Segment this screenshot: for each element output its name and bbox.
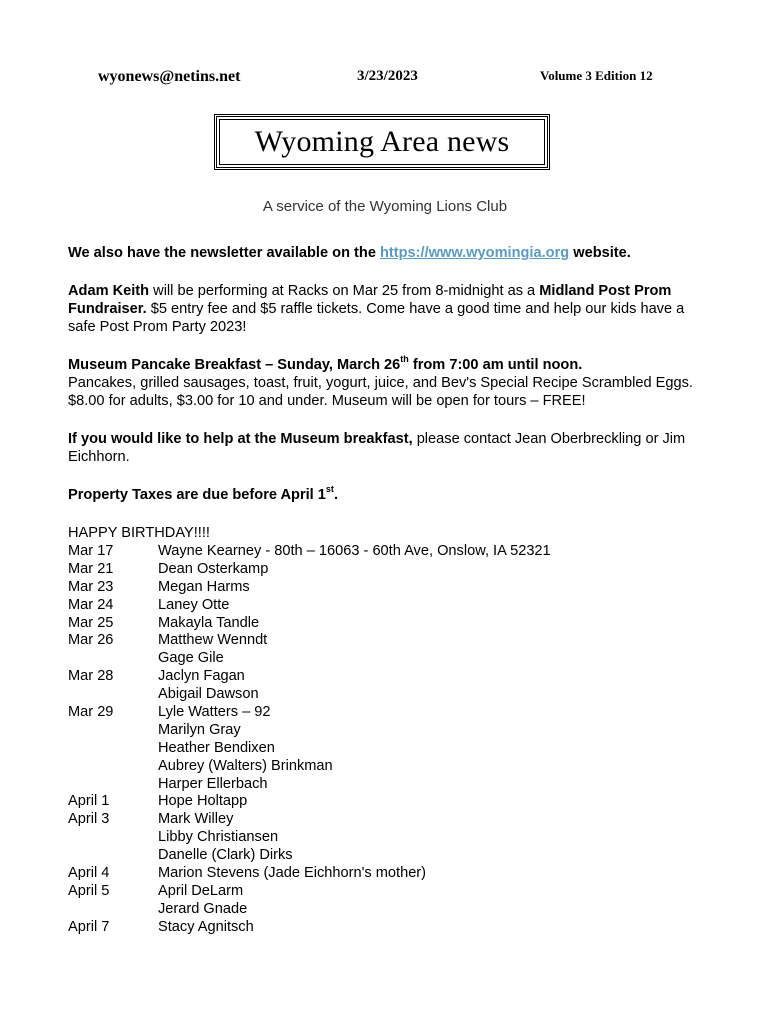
- birthday-row: [68, 703, 708, 721]
- birthday-date: [68, 739, 158, 757]
- birthday-row: [68, 828, 708, 846]
- masthead-box: [214, 114, 550, 170]
- masthead-title: Wyoming Area news: [254, 125, 510, 158]
- birthday-date: April 3: [68, 811, 110, 828]
- birthday-date: April 1: [68, 793, 110, 810]
- birthday-date: Mar 17: [68, 543, 114, 559]
- help-text: please contact Jean Oberbreckling or Jim Eichhorn.: [68, 431, 686, 465]
- birthday-name: Gage Gile: [158, 650, 224, 667]
- header-email: wyonews@netins.net: [98, 68, 241, 85]
- birthday-name: Mark Willey: [158, 811, 234, 828]
- birthday-name: Harper Ellerbach: [158, 775, 268, 792]
- birthday-name: Abigail Dawson: [158, 686, 259, 703]
- birthday-name: Marion Stevens (Jade Eichhorn's mother): [158, 865, 427, 882]
- website-link[interactable]: https://www.wyomingia.org: [379, 245, 570, 261]
- birthday-date: [68, 721, 158, 739]
- birthday-row: [68, 900, 708, 918]
- birthday-date: [68, 757, 158, 775]
- birthday-row: [68, 560, 708, 578]
- help-paragraph: [68, 430, 708, 466]
- birthday-name: Makayla Tandle: [158, 614, 260, 631]
- birthday-date: Mar 28: [68, 668, 114, 685]
- birthday-row: [68, 775, 708, 793]
- birthday-name: Laney Otte: [158, 596, 230, 613]
- newsletter-note-before: We also have the newsletter available on the: [68, 245, 380, 261]
- birthday-list: [68, 542, 708, 936]
- taxes-text: Property Taxes are due before April 1: [68, 487, 326, 503]
- birthday-name: Jaclyn Fagan: [158, 668, 245, 685]
- birthday-name: Megan Harms: [158, 578, 250, 595]
- birthday-name: Libby Christiansen: [158, 829, 279, 846]
- birthday-name: Aubrey (Walters) Brinkman: [158, 757, 333, 774]
- birthday-date: [68, 828, 158, 846]
- taxes-sup: st: [325, 484, 334, 495]
- birthday-name: Heather Bendixen: [158, 739, 275, 756]
- fundraiser-performer: Adam Keith: [68, 283, 150, 299]
- birthday-row: [68, 685, 708, 703]
- birthday-date: Mar 24: [68, 596, 114, 613]
- birthday-row: [68, 596, 708, 614]
- birthday-date: Mar 29: [68, 704, 114, 721]
- pancake-heading-a: Museum Pancake Breakfast – Sunday, March 26: [68, 357, 401, 373]
- birthday-row: [68, 649, 708, 667]
- birthday-row: [68, 918, 708, 936]
- newsletter-note-after: website.: [569, 245, 631, 261]
- birthday-date: [68, 685, 158, 703]
- birthday-row: [68, 614, 708, 632]
- birthday-date: [68, 846, 158, 864]
- birthday-name: Danelle (Clark) Dirks: [158, 847, 293, 864]
- birthday-name: Matthew Wenndt: [158, 632, 268, 649]
- taxes-end: .: [333, 487, 338, 503]
- birthday-date: April 4: [68, 865, 110, 882]
- birthday-row: [68, 542, 708, 560]
- birthday-name: Lyle Watters – 92: [158, 704, 271, 721]
- birthday-date: [68, 900, 158, 918]
- birthday-name: April DeLarm: [158, 882, 244, 899]
- help-bold: If you would like to help at the Museum breakfast,: [68, 431, 413, 447]
- birthday-row: [68, 667, 708, 685]
- birthday-name: Wayne Kearney - 80th – 16063 - 60th Ave, Onslow, IA 52321: [158, 543, 551, 559]
- birthday-date: Mar 25: [68, 614, 114, 631]
- fundraiser-text-1: will be performing at Racks on Mar 25 from 8-midnight as a: [149, 283, 540, 299]
- fundraiser-event: Midland Post Prom Fundraiser.: [68, 283, 672, 317]
- birthday-row: [68, 578, 708, 596]
- pancake-body: Pancakes, grilled sausages, toast, fruit, yogurt, juice, and Bev's Special Recipe Scrambled Eggs. $8.00 for adults, $3.00 for 10 and under. Museum will be open for tours – FREE!: [68, 375, 693, 409]
- birthday-row: [68, 882, 708, 900]
- newsletter-note: [68, 244, 708, 262]
- birthday-row: [68, 631, 708, 649]
- birthday-row: [68, 739, 708, 757]
- fundraiser-text-2: $5 entry fee and $5 raffle tickets. Come have a good time and help our kids have a safe Post Prom Party 2023!: [68, 301, 685, 335]
- pancake-heading-sup: th: [400, 354, 409, 365]
- pancake-heading: [68, 356, 708, 374]
- birthday-name: Marilyn Gray: [158, 721, 241, 738]
- birthday-name: Stacy Agnitsch: [158, 918, 254, 935]
- birthday-date: Mar 26: [68, 632, 114, 649]
- pancake-heading-b: from 7:00 am until noon.: [408, 357, 583, 373]
- newsletter-body: [68, 244, 708, 936]
- birthday-row: [68, 846, 708, 864]
- birthday-name: Hope Holtapp: [158, 793, 248, 810]
- birthday-row: [68, 792, 708, 810]
- birthday-date: [68, 775, 158, 793]
- birthday-name: Jerard Gnade: [158, 900, 248, 917]
- birthday-date: [68, 649, 158, 667]
- page-header: [0, 68, 770, 90]
- birthday-date: Mar 21: [68, 560, 114, 577]
- birthday-name: Dean Osterkamp: [158, 560, 269, 577]
- birthday-date: Mar 23: [68, 578, 114, 595]
- birthday-row: [68, 810, 708, 828]
- birthday-date: April 7: [68, 918, 110, 935]
- fundraiser-paragraph: [68, 282, 708, 336]
- header-date: 3/23/2023: [357, 68, 418, 84]
- birthday-date: April 5: [68, 882, 110, 899]
- taxes-paragraph: [68, 486, 708, 504]
- birthday-heading: HAPPY BIRTHDAY!!!!: [68, 525, 210, 541]
- birthday-row: [68, 757, 708, 775]
- birthday-row: [68, 864, 708, 882]
- tagline: A service of the Wyoming Lions Club: [262, 198, 508, 215]
- header-volume: Volume 3 Edition 12: [540, 68, 653, 83]
- birthday-row: [68, 721, 708, 739]
